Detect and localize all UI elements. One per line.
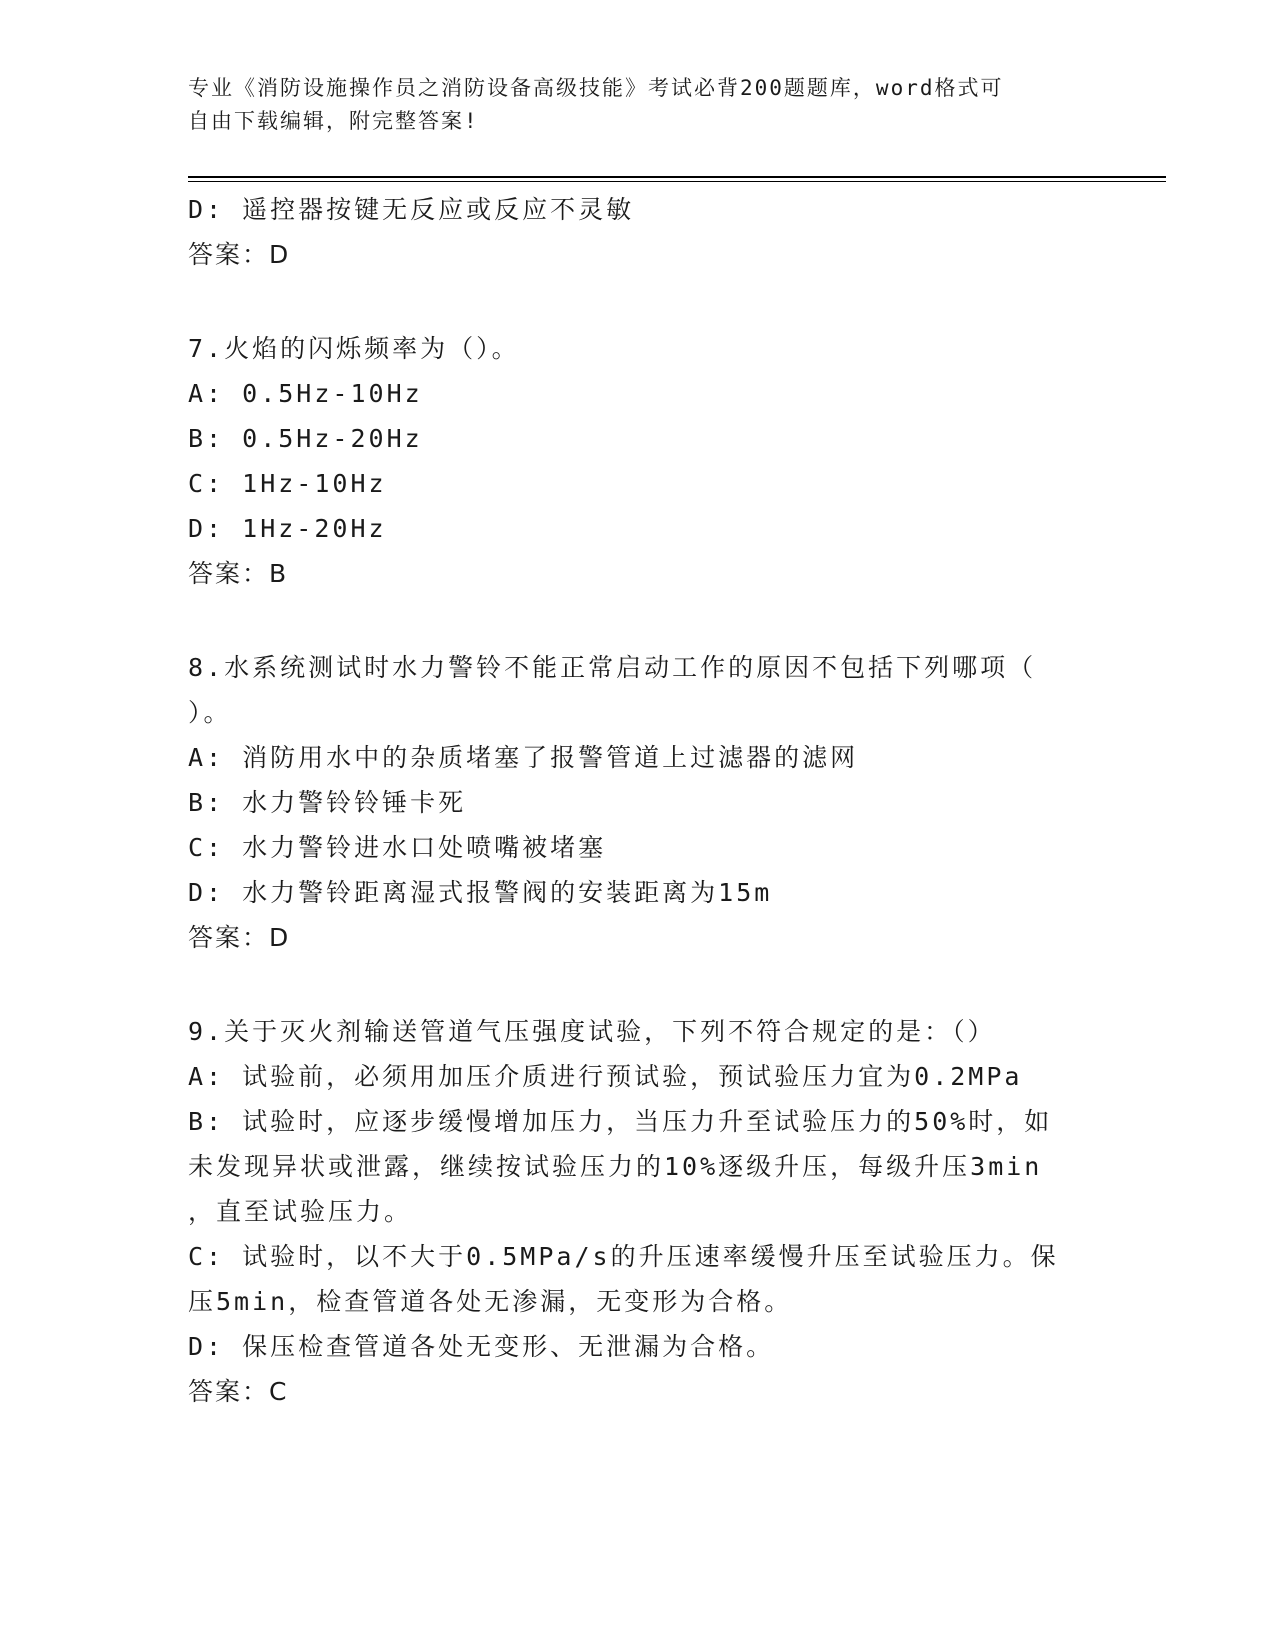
q9-answer: 答案：C <box>188 1377 289 1406</box>
question-list <box>188 187 1088 1414</box>
q6-answer: 答案：D <box>188 240 291 269</box>
q7-answer: 答案：B <box>188 559 289 588</box>
q8-option-c: C: 水力警铃进水口处喷嘴被堵塞 <box>188 833 607 862</box>
q7-option-a: A: 0.5Hz-10Hz <box>188 379 423 408</box>
q9-option-c-line-2: 压5min，检查管道各处无渗漏，无变形为合格。 <box>188 1287 793 1316</box>
question-9 <box>188 1009 1088 1414</box>
header-line-2: 自由下载编辑，附完整答案! <box>188 109 479 133</box>
header-rule-thick <box>188 176 1166 178</box>
spacer <box>188 960 1088 1009</box>
header-rule-thin <box>188 181 1166 182</box>
q9-option-b-line-2: 未发现异状或泄露，继续按试验压力的10%逐级升压，每级升压3min <box>188 1152 1043 1181</box>
spacer <box>188 596 1088 645</box>
q8-option-d: D: 水力警铃距离湿式报警阀的安装距离为15m <box>188 878 773 907</box>
question-7 <box>188 326 1088 596</box>
question-8 <box>188 645 1088 960</box>
q9-option-b-line-3: ，直至试验压力。 <box>188 1197 413 1226</box>
document-header <box>188 72 1068 138</box>
q9-option-d: D: 保压检查管道各处无变形、无泄漏为合格。 <box>188 1332 775 1361</box>
header-line-1: 专业《消防设施操作员之消防设备高级技能》考试必背200题题库，word格式可 <box>188 76 1004 100</box>
q8-stem-line-2: ）。 <box>188 698 232 727</box>
q8-stem-line-1: 8.水系统测试时水力警铃不能正常启动工作的原因不包括下列哪项（ <box>188 653 1037 682</box>
q7-stem: 7.火焰的闪烁频率为（）。 <box>188 334 520 363</box>
q9-option-b-line-1: B: 试验时，应逐步缓慢增加压力，当压力升至试验压力的50%时，如 <box>188 1107 1053 1136</box>
question-6 <box>188 187 1088 277</box>
q6-option-d: D: 遥控器按键无反应或反应不灵敏 <box>188 195 635 224</box>
q9-stem: 9.关于灭火剂输送管道气压强度试验，下列不符合规定的是：（） <box>188 1017 996 1046</box>
spacer <box>188 277 1088 326</box>
q7-option-c: C: 1Hz-10Hz <box>188 469 387 498</box>
q9-option-c-line-1: C: 试验时，以不大于0.5MPa/s的升压速率缓慢升压至试验压力。保 <box>188 1242 1059 1271</box>
q9-option-a: A: 试验前，必须用加压介质进行预试验，预试验压力宜为0.2MPa <box>188 1062 1023 1091</box>
q7-option-b: B: 0.5Hz-20Hz <box>188 424 423 453</box>
q8-option-a: A: 消防用水中的杂质堵塞了报警管道上过滤器的滤网 <box>188 743 859 772</box>
q7-option-d: D: 1Hz-20Hz <box>188 514 387 543</box>
q8-option-b: B: 水力警铃铃锤卡死 <box>188 788 467 817</box>
q8-answer: 答案：D <box>188 923 291 952</box>
